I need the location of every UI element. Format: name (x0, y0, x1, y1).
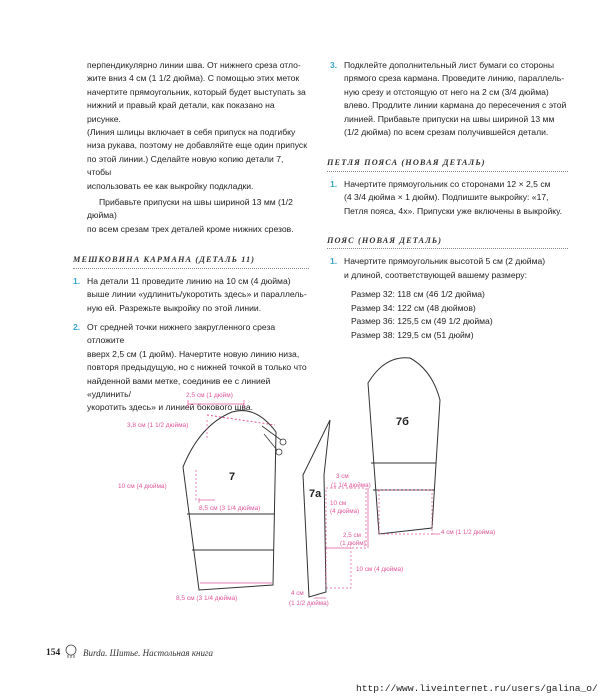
text-line: по этой линии.) Сделайте новую копию детали 7, чтобы (87, 153, 284, 178)
item-number: 2. (73, 321, 81, 332)
scissors-icon (262, 426, 286, 455)
text-line: ную ей. Разрежьте выкройку по этой линии. (87, 302, 262, 313)
text-line: выше линии «удлинить/укоротить здесь» и параллель- (87, 289, 307, 300)
pattern-piece-7a (303, 420, 330, 597)
label-p7-left-top: 3,8 см (1 1/2 дюйма) (127, 422, 189, 429)
item-number: 1. (330, 256, 338, 267)
text-line: начертите прямоугольник, который будет выступать за (87, 86, 306, 97)
watermark-url: http://www.liveinternet.ru/users/galina_o/ (356, 683, 598, 694)
text-line: жите вниз 4 см (1 1/2 дюйма). С помощью этих меток (87, 73, 300, 84)
text-line: по всем срезам трех деталей кроме нижних срезов. (87, 223, 294, 234)
text-line: ную срезу и отстоящую от него на 2 см (3/4 дюйма) (344, 86, 549, 97)
item-number: 3. (330, 60, 338, 70)
text-line: (Линия шлицы включает в себя припуск на подгибку (87, 127, 296, 138)
label-p7a-3cm-b: (1 1/4 дюйма) (331, 482, 371, 489)
size-line: Размер 34: 122 см (48 дюймов) (351, 302, 476, 313)
label-p7a-25cm-b: (1 дюйм) (340, 540, 366, 547)
label-p7-bottom: 8,5 см (3 1/4 дюйма) (176, 595, 238, 602)
item-number: 1. (73, 275, 81, 286)
text-line: влево. Продлите линии кармана до пересечения с этой (344, 100, 567, 111)
text-line: найденной вами метке, соединив ее с линией «удлинить/ (87, 375, 271, 399)
text-line: От средней точки нижнего закругленного среза отложите (87, 321, 276, 346)
label-p7-top: 2,5 см (1 дюйм) (186, 392, 233, 399)
text-line: нижний и правый край детали, как показано на рисунке. (87, 100, 275, 124)
piece-7b-number: 7б (396, 416, 409, 428)
text-line: и длиной, соответствующей вашему размеру: (344, 269, 527, 280)
piece-7-number: 7 (229, 471, 236, 483)
text-line: линией. Прибавьте припуски на швы шириной 13 мм (344, 113, 555, 124)
section-title-pocket-bag: МЕШКОВИНА КАРМАНА (ДЕТАЛЬ 11) (73, 253, 309, 268)
label-p7b-4cm: 4 см (1 1/2 дюйма) (441, 529, 496, 536)
book-title: Burda. Шитье. Настольная книга (83, 648, 214, 658)
text-line: Прибавьте припуски на швы шириной 13 мм (1/2 дюйма) (87, 197, 293, 221)
label-p7a-10cm-a: 10 см (330, 500, 347, 507)
label-p7a-4cm-b: (1 1/2 дюйма) (289, 600, 329, 607)
piece-7-dimensions (188, 400, 272, 583)
size-line: Размер 38: 129,5 см (51 дюйм) (351, 329, 474, 340)
label-p7-mid: 8,5 см (3 1/4 дюйма) (199, 505, 261, 512)
label-p7-side: 10 см (4 дюйма) (118, 483, 167, 490)
text-line: Начертите прямоугольник со сторонами 12 × 2,5 см (344, 178, 551, 189)
label-p7a-4cm-a: 4 см (291, 590, 304, 597)
page-number: 154 (46, 648, 61, 658)
section-title-belt: ПОЯС (НОВАЯ ДЕТАЛЬ) (327, 234, 568, 249)
label-p7a-3cm-a: 3 см (336, 473, 349, 480)
piece-7a-number: 7а (309, 488, 322, 500)
piece-7b-dimensions (379, 490, 440, 534)
text-line: вверх 2,5 см (1 дюйм). Начертите новую линию низа, (87, 348, 300, 359)
label-p7a-10cm-side: 10 см (4 дюйма) (356, 566, 404, 573)
text-line: прямого среза кармана. Проведите линию, параллель- (344, 73, 565, 84)
text-line: (1/2 дюйма) по всем срезам получившейся детали. (344, 127, 549, 138)
text-line: Подклейте дополнительный лист бумаги со стороны (344, 60, 555, 70)
section-title-belt-loop: ПЕТЛЯ ПОЯСА (НОВАЯ ДЕТАЛЬ) (327, 156, 568, 171)
text-line: перпендикулярно линии шва. От нижнего среза отло- (87, 60, 301, 70)
text-line: На детали 11 проведите линию на 10 см (4 дюйма) (87, 275, 291, 286)
pattern-piece-7 (183, 411, 276, 590)
label-p7a-25cm-a: 2,5 см (343, 532, 361, 539)
text-line: (4 3/4 дюйма × 1 дюйм). Подпишите выкройку: «17, (344, 192, 549, 203)
text-line: Начертите прямоугольник высотой 5 см (2 дюйма) (344, 256, 546, 267)
burda-logo-icon (64, 644, 78, 658)
text-line: использовать ее как выкройку подкладки. (87, 180, 254, 191)
text-line: укоротить здесь» и линией бокового шва. (87, 402, 254, 413)
text-line: повторя предыдущую, но с нижней точкой в только что (87, 362, 307, 373)
item-number: 1. (330, 178, 338, 189)
label-p7a-10cm-b: (4 дюйма) (330, 508, 360, 515)
text-line: Петля пояса, 4х». Припуски уже включены в выкройку. (344, 205, 562, 216)
size-line: Размер 32: 118 см (46 1/2 дюйма) (351, 289, 485, 300)
text-line: низа рукава, поэтому не добавляйте еще один припуск (87, 140, 307, 151)
size-line: Размер 36: 125,5 см (49 1/2 дюйма) (351, 316, 493, 327)
